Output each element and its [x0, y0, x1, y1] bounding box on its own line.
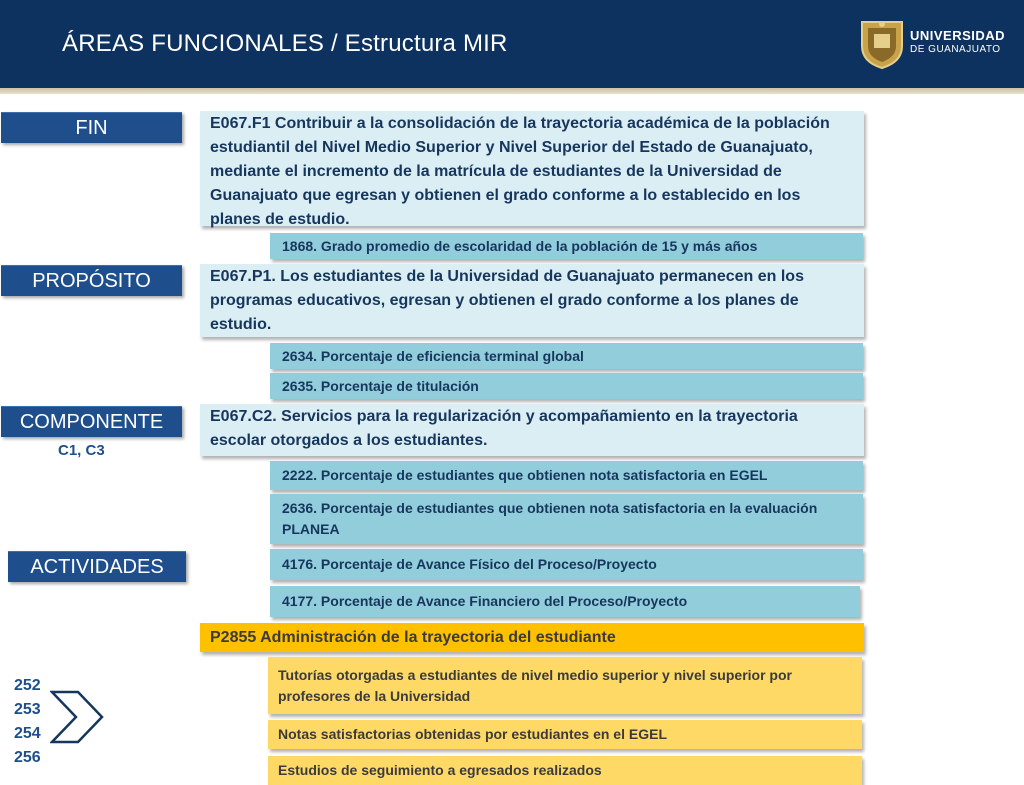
university-logo: [858, 16, 1008, 72]
proposito-indicator-2634: 2634. Porcentaje de eficiencia terminal global: [270, 343, 863, 369]
logo-text-line1: UNIVERSIDAD: [910, 28, 1006, 43]
header-bar: [0, 0, 1024, 88]
activity-number: 252: [14, 677, 41, 694]
fin-indicator-1868: 1868. Grado promedio de escolaridad de la población de 15 y más años: [270, 233, 863, 259]
activity-tutorias: Tutorías otorgadas a estudiantes de nivel medio superior y nivel superior por profesores de la Universidad: [268, 657, 862, 714]
chevron-right-icon: [50, 690, 104, 744]
activity-number: 256: [14, 749, 41, 766]
logo-text-line2: DE GUANAJUATO: [910, 44, 1001, 55]
activity-number: 253: [14, 701, 41, 718]
fin-objective: E067.F1 Contribuir a la consolidación de la trayectoria académica de la población estudiantil del Nivel Medio Superior y Nivel Superior del Estado de Guanajuato, mediante el incremento de la matrícula de estudiantes de la Universidad de Guanajuato que egresan y obtienen el grado conforme a lo establecido en los planes de estudio.: [200, 111, 864, 226]
header-stripe: [0, 88, 1024, 94]
page-title: ÁREAS FUNCIONALES / Estructura MIR: [62, 30, 508, 57]
proposito-indicator-2635: 2635. Porcentaje de titulación: [270, 373, 863, 399]
componente-indicator-2636: 2636. Porcentaje de estudiantes que obtienen nota satisfactoria en la evaluación PLANEA: [270, 494, 863, 544]
activity-numbers-list: [14, 674, 41, 770]
category-actividades: ACTIVIDADES: [8, 551, 186, 582]
activity-number: 254: [14, 725, 41, 742]
actividades-indicator-4177: 4177. Porcentaje de Avance Financiero del Proceso/Proyecto: [270, 586, 860, 617]
university-seal-icon: [858, 16, 906, 70]
activity-notas-egel: Notas satisfactorias obtenidas por estudiantes en el EGEL: [268, 720, 862, 749]
category-componente: COMPONENTE: [1, 406, 182, 437]
activity-estudios-seguimiento: Estudios de seguimiento a egresados realizados: [268, 756, 862, 785]
componente-sub-label: C1, C3: [58, 442, 105, 459]
category-proposito: PROPÓSITO: [1, 265, 182, 296]
category-fin: FIN: [1, 112, 182, 143]
proposito-objective: E067.P1. Los estudiantes de la Universidad de Guanajuato permanecen en los programas educativos, egresan y obtienen el grado conforme a los planes de estudio.: [200, 264, 864, 337]
actividades-indicator-4176: 4176. Porcentaje de Avance Físico del Proceso/Proyecto: [270, 549, 863, 580]
componente-objective: E067.C2. Servicios para la regularización y acompañamiento en la trayectoria escolar otorgados a los estudiantes.: [200, 404, 864, 456]
componente-indicator-2222: 2222. Porcentaje de estudiantes que obtienen nota satisfactoria en EGEL: [270, 461, 863, 490]
program-p2855: P2855 Administración de la trayectoria del estudiante: [200, 623, 864, 652]
